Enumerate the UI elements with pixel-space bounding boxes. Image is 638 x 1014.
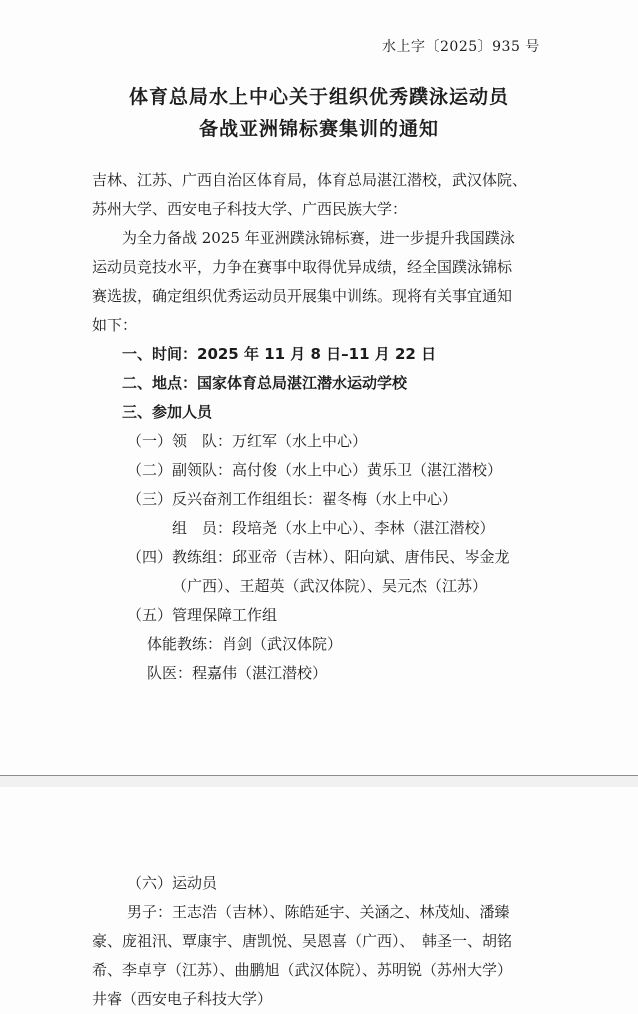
document-number: 水上字〔2025〕935 号 — [382, 39, 540, 55]
participants-team-doctor: 队医：程嘉伟（湛江潜校） — [147, 664, 328, 682]
page-1-bottom-edge — [0, 775, 638, 776]
participants-team-leader: （一）领 队：万红军（水上中心） — [127, 432, 368, 450]
athletes-men-line-1: 男子：王志浩（吉林）、陈皓延宇、关涵之、林茂灿、潘臻 — [127, 903, 510, 921]
intro-line-1: 为全力备战 2025 年亚洲蹼泳锦标赛，进一步提升我国蹼泳 — [122, 229, 515, 247]
athletes-men-line-4: 井睿（西安电子科技大学） — [92, 990, 273, 1008]
participants-coaches: （四）教练组：邱亚帝（吉林）、阳向斌、唐伟民、岑金龙 — [127, 548, 510, 566]
section-participants: 三、参加人员 — [122, 403, 213, 421]
intro-line-3: 赛选拔，确定组织优秀运动员开展集中训练。现将有关事宜通知 — [92, 287, 513, 305]
athletes-men-line-3: 希、李卓亨（江苏）、曲鹏旭（武汉体院）、苏明锐（苏州大学） — [92, 961, 513, 979]
document-title-line-1: 体育总局水上中心关于组织优秀蹼泳运动员 — [128, 86, 509, 108]
intro-line-2: 运动员竞技水平，力争在赛事中取得优异成绩，经全国蹼泳锦标 — [92, 258, 513, 276]
page-gap — [0, 776, 638, 787]
participants-support-group: （五）管理保障工作组 — [127, 606, 278, 624]
section-location: 二、地点：国家体育总局湛江潜水运动学校 — [122, 374, 408, 392]
document-title-line-2: 备战亚洲锦标赛集训的通知 — [198, 118, 439, 140]
section-time: 一、时间：2025 年 11 月 8 日–11 月 22 日 — [122, 345, 437, 363]
recipients-line-2: 苏州大学、西安电子科技大学、广西民族大学： — [92, 200, 408, 218]
document-page-2 — [0, 787, 638, 1014]
recipients-line-1: 吉林、江苏、广西自治区体育局，体育总局湛江潜校，武汉体院、 — [92, 171, 528, 189]
participants-deputy-leader: （二）副领队：高付俊（水上中心）黄乐卫（湛江潜校） — [127, 461, 503, 479]
participants-coaches-cont: （广西）、王超英（武汉体院）、吴元杰（江苏） — [172, 577, 488, 595]
participants-fitness-coach: 体能教练：肖剑（武汉体院） — [147, 635, 343, 653]
participants-anti-doping-leader: （三）反兴奋剂工作组组长：翟冬梅（水上中心） — [127, 490, 458, 508]
intro-line-4: 如下： — [92, 316, 138, 334]
participants-athletes: （六）运动员 — [127, 874, 218, 892]
participants-anti-doping-members: 组 员：段培尧（水上中心）、李林（湛江潜校） — [172, 519, 495, 537]
athletes-men-line-2: 豪、庞祖汛、覃康宇、唐凯悦、吴恩喜（广西）、 韩圣一、胡铭 — [92, 932, 513, 950]
